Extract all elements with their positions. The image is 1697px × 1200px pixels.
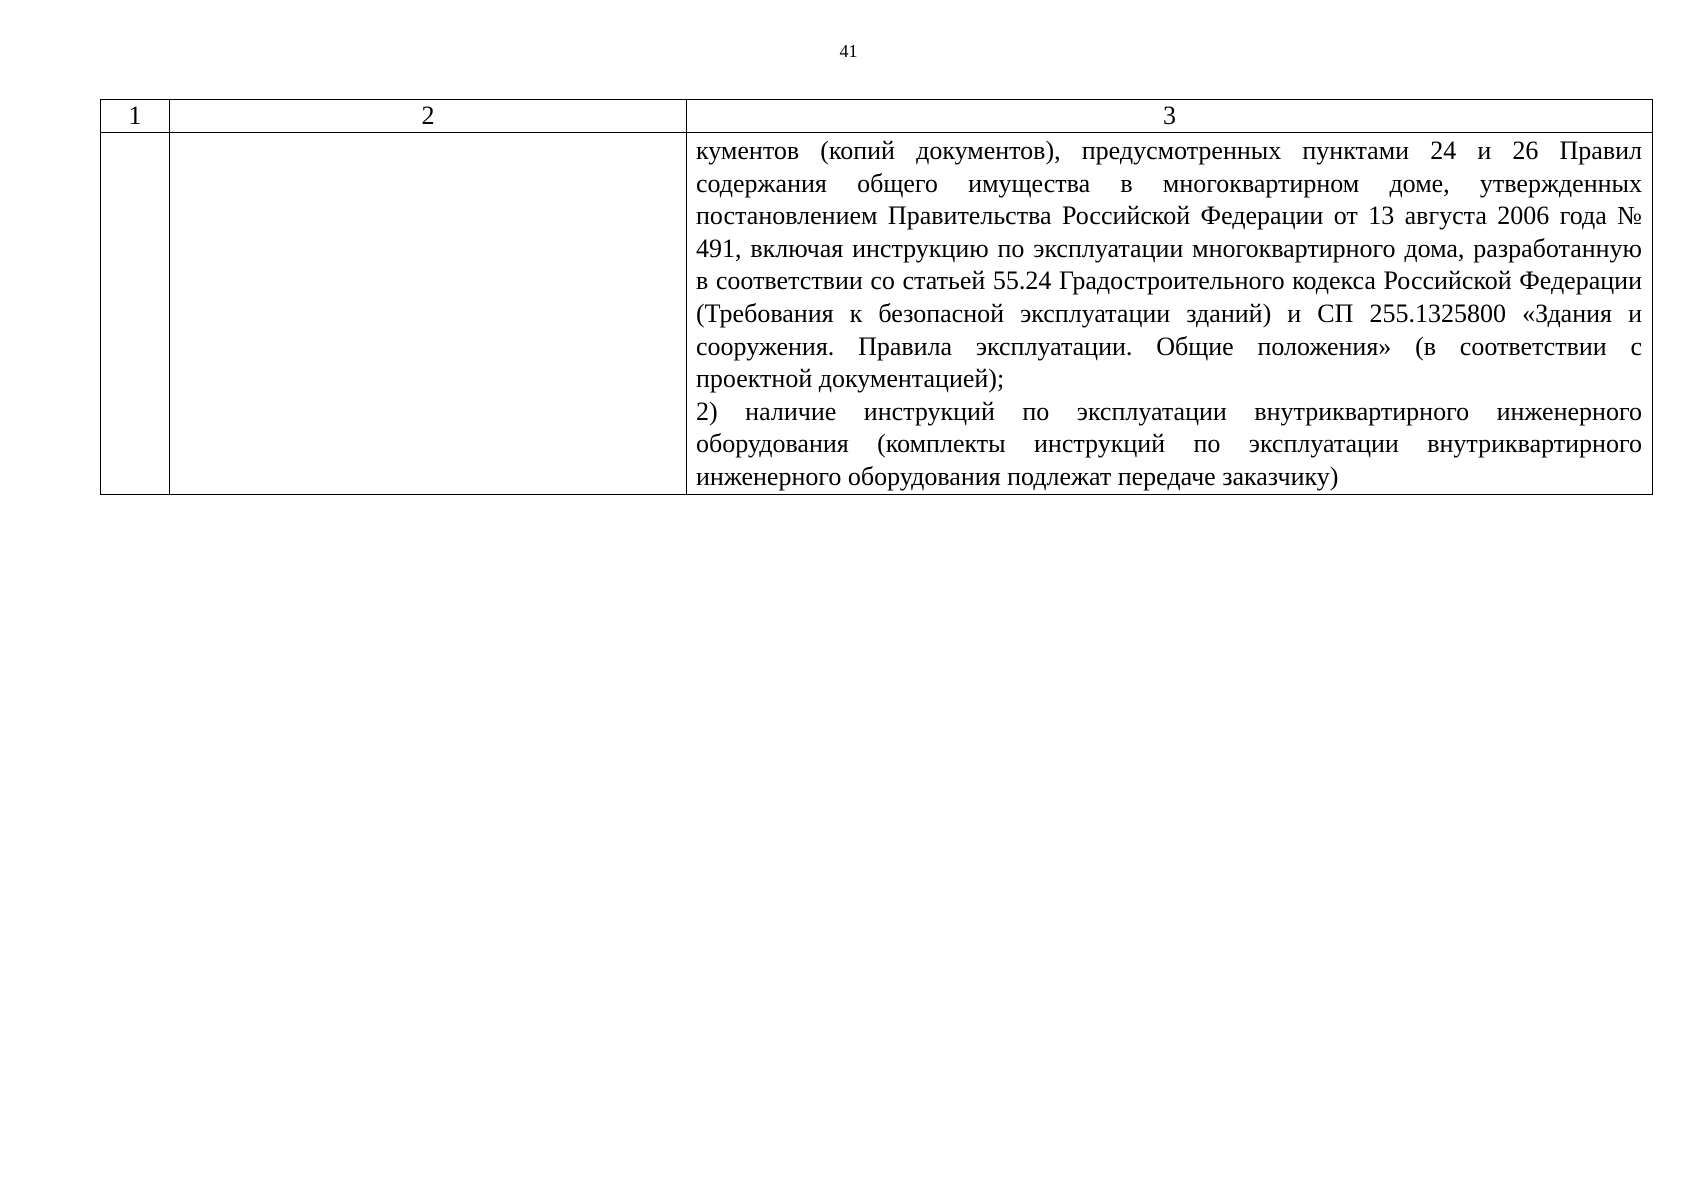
requirements-table	[100, 99, 1653, 495]
column-header-3: 3	[687, 100, 1653, 133]
column-header-1: 1	[101, 100, 170, 133]
table-header-row	[101, 100, 1653, 133]
paragraph-documents: кументов (копий документов), предусмотренных пунктами 24 и 26 Правил содержания общего имущества в многоквартирном доме, утвержденных постановлением Правительства Российской Федерации от 13 августа 2006 года № 491, включая инструкцию по эксплуатации многоквартирного дома, разработанную в соответствии со статьей 55.24 Градостроительного кодекса Российской Федерации (Требования к безопасной эксплуатации зданий) и СП 255.1325800 «Здания и сооружения. Правила эксплуатации. Общие положения» (в соответствии с проектной документацией);	[696, 136, 1642, 394]
column-header-2: 2	[170, 100, 687, 133]
table-header	[101, 100, 1653, 133]
table-cell-col2	[170, 133, 687, 495]
paragraph-instructions: 2) наличие инструкций по эксплуатации внутриквартирного инженерного оборудования (комплекты инструкций по эксплуатации внутриквартирного инженерного оборудования подлежат передаче заказчику)	[696, 396, 1642, 491]
table-row	[101, 133, 1653, 495]
page-number: 41	[839, 41, 858, 61]
cell-text-block	[687, 133, 1652, 494]
table-cell-col3	[687, 133, 1653, 495]
table-cell-col1	[101, 133, 170, 495]
table-body	[101, 133, 1653, 495]
